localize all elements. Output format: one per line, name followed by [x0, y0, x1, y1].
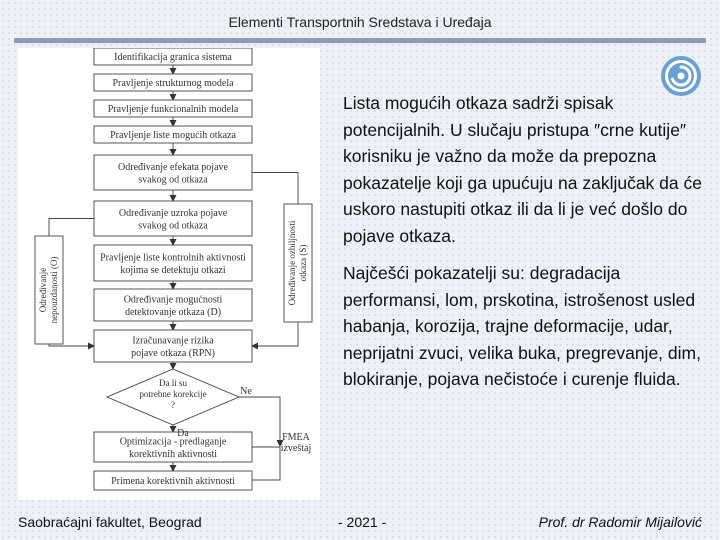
- flow-step: [94, 289, 252, 321]
- fmea-connector: [252, 447, 280, 480]
- side-label-left: nepouzdanosti (O): [49, 256, 59, 324]
- side-box-occurrence: [35, 236, 63, 344]
- flow-step: [94, 245, 252, 281]
- flow-step: [94, 155, 252, 190]
- side-label-right: otkaza (S): [298, 244, 308, 282]
- flow-step-label: Primena korektivnih aktivnosti: [111, 476, 235, 487]
- flow-step-label: Određivanje mogućnosti: [123, 294, 223, 306]
- paragraph-indicators: Najčešći pokazatelji su: degradacija performansi, lom, prskotina, istrošenost usled habanja, korozija, trajne deformacije, udar, neprijatni zvuci, velika buka, pregrevanje, dim, blokiranje, pojava nečistoće i curenje fluida.: [343, 263, 701, 389]
- side-label-right: Određivanje ozbiljnosti: [287, 220, 297, 306]
- decision-node: [107, 369, 239, 425]
- fmea-label: FMEA: [282, 432, 310, 443]
- flow-step: [94, 471, 252, 490]
- side-connector: [252, 173, 298, 205]
- body-text: [343, 90, 705, 404]
- flow-step-label: Pravljenje liste mogućih otkaza: [110, 130, 236, 141]
- side-connector: [252, 322, 298, 346]
- footer-author: Prof. dr Radomir Mijailović: [538, 514, 702, 530]
- side-box-severity: [284, 204, 312, 322]
- slide-header-title: Elementi Transportnih Sredstava i Uređaja: [228, 14, 492, 30]
- fmea-report-label: [281, 432, 312, 454]
- flow-step: [94, 126, 252, 143]
- side-connector: [49, 219, 94, 237]
- flow-step: [94, 100, 252, 117]
- flow-step-label: Određivanje efekata pojave: [118, 161, 228, 173]
- flow-step-label: pojave otkaza (RPN): [131, 347, 215, 359]
- flow-step-label: Pravljenje funkcionalnih modela: [107, 104, 239, 115]
- header-rule: [14, 38, 706, 43]
- flow-step: [94, 432, 252, 462]
- flow-step-label: korektivnih aktivnosti: [128, 448, 218, 460]
- flow-step-label: Pravljenje liste kontrolnih aktivnosti: [100, 252, 246, 264]
- flow-step-label: detektovanje otkaza (D): [124, 306, 222, 318]
- flow-step: [94, 48, 252, 65]
- flow-step-label: svakog od otkaza: [138, 220, 208, 232]
- footer-institution: Saobraćajni fakultet, Beograd: [18, 514, 202, 530]
- flow-step-label: kojima se detektuju otkazi: [120, 264, 226, 276]
- decision-label: ?: [171, 400, 175, 410]
- yes-label: Da: [177, 428, 189, 439]
- paragraph-failure-list: Lista mogućih otkaza sadrži spisak potencijalnih. U slučaju pristupa ″crne kutije″ korisniku je važno da može da prepozna pokazatelje koji ga upućuju na zaključak da će uskoro nastupiti otkaz ili da li je već došlo do pojave otkaza.: [343, 93, 702, 246]
- fmea-label: izveštaj: [280, 443, 312, 454]
- flow-step: [94, 74, 252, 91]
- flow-step-label: Izračunavanje rizika: [132, 335, 214, 347]
- no-label: Ne: [240, 386, 252, 397]
- flow-step: [94, 201, 252, 236]
- flow-step: [94, 330, 252, 362]
- flow-step-label: Identifikacija granica sistema: [114, 52, 232, 63]
- flow-step-label: Pravljenje strukturnog modela: [112, 78, 234, 89]
- side-label-left: Određivanje: [38, 267, 48, 313]
- decision-label: Da li su: [159, 378, 187, 388]
- flow-step-label: Određivanje uzroka pojave: [118, 207, 228, 219]
- fmea-flow-diagram: [18, 48, 320, 500]
- flow-step-label: svakog od otkaza: [138, 174, 208, 186]
- footer-year: - 2021 -: [338, 514, 387, 530]
- flow-step-label: Optimizacija - predlaganje: [119, 436, 227, 448]
- decision-label: potrebne korekcije: [139, 389, 207, 399]
